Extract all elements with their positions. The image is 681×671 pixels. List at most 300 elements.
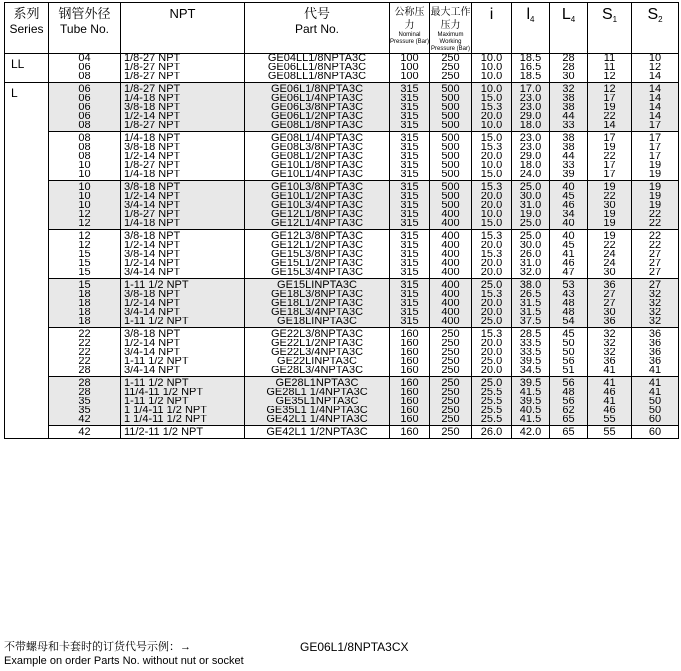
nominal-pressure-cell: 315 [390, 241, 430, 250]
npt-size-cell: 1-11 1/2 NPT [121, 357, 245, 366]
s2-value-cell: 41 [632, 366, 679, 377]
s2-value-cell: 19 [632, 161, 679, 170]
i-value-cell: 20.0 [472, 308, 512, 317]
tube-no-cell: 18 [49, 299, 121, 308]
s1-value-cell: 41 [588, 377, 632, 389]
table-row [5, 279, 679, 291]
s2-value-cell: 12 [632, 63, 679, 72]
L4-value-cell: 32 [550, 83, 588, 95]
tube-no-cell: 08 [49, 132, 121, 144]
header-L4 [550, 3, 588, 54]
L4-value-cell: 30 [550, 72, 588, 83]
npt-size-cell: 3/4-14 NPT [121, 268, 245, 279]
npt-size-cell: 3/8-14 NPT [121, 250, 245, 259]
L4-value-cell: 33 [550, 121, 588, 132]
i-value-cell: 15.3 [472, 328, 512, 340]
max-pressure-cell: 250 [430, 54, 472, 64]
L4-value-cell: 33 [550, 161, 588, 170]
i-value-cell: 20.0 [472, 192, 512, 201]
part-no-cell: GE22LINPTA3C [245, 357, 390, 366]
s2-value-cell: 60 [632, 415, 679, 426]
l4-value-cell: 38.0 [512, 279, 550, 291]
table-row [5, 290, 679, 299]
s1-value-cell: 41 [588, 397, 632, 406]
part-no-cell: GE10L1/2NPTA3C [245, 192, 390, 201]
L4-value-cell: 38 [550, 94, 588, 103]
npt-size-cell: 3/4-14 NPT [121, 348, 245, 357]
i-value-cell: 15.0 [472, 219, 512, 230]
s1-value-cell: 36 [588, 279, 632, 291]
i-value-cell: 20.0 [472, 201, 512, 210]
tube-no-cell: 15 [49, 268, 121, 279]
l4-value-cell: 25.0 [512, 181, 550, 193]
npt-size-cell: 1/2-14 NPT [121, 112, 245, 121]
l4-value-cell: 24.0 [512, 170, 550, 181]
header-nom-en2: Pressure (Bar) [390, 39, 430, 45]
nominal-pressure-cell: 160 [390, 406, 430, 415]
part-no-cell: GE12L1/8NPTA3C [245, 210, 390, 219]
tube-no-cell: 04 [49, 54, 121, 64]
s1-value-cell: 27 [588, 290, 632, 299]
table-row [5, 103, 679, 112]
order-example-cn: 不带螺母和卡套时的订货代号示例：→ [4, 641, 191, 653]
i-value-cell: 20.0 [472, 339, 512, 348]
table-row [5, 328, 679, 340]
s1-value-cell: 46 [588, 406, 632, 415]
header-l4 [512, 3, 550, 54]
nominal-pressure-cell: 160 [390, 328, 430, 340]
part-no-cell: GE08L1/8NPTA3C [245, 121, 390, 132]
table-row [5, 94, 679, 103]
i-value-cell: 15.0 [472, 132, 512, 144]
table-row [5, 230, 679, 242]
L4-value-cell: 40 [550, 230, 588, 242]
i-value-cell: 25.0 [472, 317, 512, 328]
s2-value-cell: 60 [632, 426, 679, 439]
s2-value-cell: 19 [632, 181, 679, 193]
header-row [5, 3, 679, 54]
part-no-cell: GE18L1/2NPTA3C [245, 299, 390, 308]
max-pressure-cell: 500 [430, 181, 472, 193]
l4-value-cell: 17.0 [512, 83, 550, 95]
part-no-cell: GE08L1/4NPTA3C [245, 132, 390, 144]
max-pressure-cell: 250 [430, 377, 472, 389]
part-no-cell: GE15LINPTA3C [245, 279, 390, 291]
i-value-cell: 20.0 [472, 259, 512, 268]
nominal-pressure-cell: 315 [390, 152, 430, 161]
header-l4-label: l [526, 6, 531, 23]
max-pressure-cell: 500 [430, 161, 472, 170]
nominal-pressure-cell: 160 [390, 339, 430, 348]
part-no-cell: GE22L3/4NPTA3C [245, 348, 390, 357]
npt-size-cell: 1/8-27 NPT [121, 83, 245, 95]
part-no-cell: GE28L3/4NPTA3C [245, 366, 390, 377]
max-pressure-cell: 500 [430, 201, 472, 210]
i-value-cell: 10.0 [472, 72, 512, 83]
npt-size-cell: 1/8-27 NPT [121, 72, 245, 83]
L4-value-cell: 56 [550, 357, 588, 366]
table-row [5, 377, 679, 389]
l4-value-cell: 31.0 [512, 259, 550, 268]
L4-value-cell: 48 [550, 388, 588, 397]
part-no-cell: GE08L3/8NPTA3C [245, 143, 390, 152]
tube-no-cell: 35 [49, 406, 121, 415]
tube-no-cell: 22 [49, 339, 121, 348]
l4-value-cell: 37.5 [512, 317, 550, 328]
L4-value-cell: 40 [550, 219, 588, 230]
s2-value-cell: 27 [632, 250, 679, 259]
l4-value-cell: 41.5 [512, 415, 550, 426]
max-pressure-cell: 500 [430, 121, 472, 132]
table-row [5, 201, 679, 210]
max-pressure-cell: 400 [430, 259, 472, 268]
nominal-pressure-cell: 315 [390, 250, 430, 259]
i-value-cell: 25.5 [472, 388, 512, 397]
nominal-pressure-cell: 160 [390, 415, 430, 426]
table-row [5, 406, 679, 415]
tube-no-cell: 35 [49, 397, 121, 406]
l4-value-cell: 41.5 [512, 388, 550, 397]
L4-value-cell: 45 [550, 241, 588, 250]
npt-size-cell: 11/2-11 1/2 NPT [121, 426, 245, 439]
max-pressure-cell: 250 [430, 426, 472, 439]
max-pressure-cell: 400 [430, 241, 472, 250]
npt-size-cell: 1/2-14 NPT [121, 192, 245, 201]
part-no-cell: GE22L1/2NPTA3C [245, 339, 390, 348]
nominal-pressure-cell: 315 [390, 259, 430, 268]
i-value-cell: 10.0 [472, 161, 512, 170]
nominal-pressure-cell: 315 [390, 219, 430, 230]
L4-value-cell: 38 [550, 143, 588, 152]
s2-value-cell: 14 [632, 94, 679, 103]
L4-value-cell: 46 [550, 201, 588, 210]
s1-value-cell: 22 [588, 112, 632, 121]
s2-value-cell: 14 [632, 72, 679, 83]
table-row [5, 210, 679, 219]
nominal-pressure-cell: 315 [390, 299, 430, 308]
header-L4-sub: 4 [570, 15, 576, 24]
i-value-cell: 20.0 [472, 366, 512, 377]
max-pressure-cell: 400 [430, 250, 472, 259]
tube-no-cell: 08 [49, 152, 121, 161]
max-pressure-cell: 400 [430, 317, 472, 328]
table-row [5, 83, 679, 95]
npt-size-cell: 3/8-18 NPT [121, 181, 245, 193]
npt-size-cell: 3/4-14 NPT [121, 201, 245, 210]
L4-value-cell: 56 [550, 377, 588, 389]
nominal-pressure-cell: 315 [390, 83, 430, 95]
npt-size-cell: 3/8-18 NPT [121, 103, 245, 112]
table-row [5, 388, 679, 397]
max-pressure-cell: 250 [430, 63, 472, 72]
L4-value-cell: 48 [550, 299, 588, 308]
header-series-cn: 系列 [13, 6, 40, 21]
L4-value-cell: 38 [550, 103, 588, 112]
s2-value-cell: 27 [632, 259, 679, 268]
max-pressure-cell: 400 [430, 290, 472, 299]
nominal-pressure-cell: 315 [390, 143, 430, 152]
table-row [5, 299, 679, 308]
series-cell: L [5, 83, 49, 439]
L4-value-cell: 54 [550, 317, 588, 328]
part-no-cell: GE06L1/2NPTA3C [245, 112, 390, 121]
nominal-pressure-cell: 315 [390, 181, 430, 193]
max-pressure-cell: 250 [430, 406, 472, 415]
table-row [5, 63, 679, 72]
i-value-cell: 10.0 [472, 54, 512, 64]
L4-value-cell: 48 [550, 308, 588, 317]
tube-no-cell: 10 [49, 170, 121, 181]
l4-value-cell: 39.5 [512, 357, 550, 366]
L4-value-cell: 43 [550, 290, 588, 299]
L4-value-cell: 41 [550, 250, 588, 259]
nominal-pressure-cell: 315 [390, 201, 430, 210]
tube-no-cell: 15 [49, 279, 121, 291]
s2-value-cell: 36 [632, 339, 679, 348]
i-value-cell: 25.5 [472, 397, 512, 406]
s1-value-cell: 36 [588, 317, 632, 328]
part-no-cell: GE35L1NPTA3C [245, 397, 390, 406]
npt-size-cell: 1/2-14 NPT [121, 299, 245, 308]
table-row [5, 357, 679, 366]
tube-no-cell: 18 [49, 308, 121, 317]
tube-no-cell: 42 [49, 415, 121, 426]
max-pressure-cell: 400 [430, 268, 472, 279]
table-row [5, 112, 679, 121]
table-body [5, 54, 679, 439]
L4-value-cell: 38 [550, 132, 588, 144]
order-example-note [4, 640, 674, 668]
s1-value-cell: 30 [588, 201, 632, 210]
header-L4-label: L [561, 6, 571, 23]
npt-size-cell: 1/8-27 NPT [121, 161, 245, 170]
nominal-pressure-cell: 315 [390, 317, 430, 328]
s1-value-cell: 14 [588, 121, 632, 132]
i-value-cell: 15.0 [472, 94, 512, 103]
npt-size-cell: 3/4-14 NPT [121, 366, 245, 377]
s1-value-cell: 19 [588, 103, 632, 112]
part-no-cell: GE18L3/8NPTA3C [245, 290, 390, 299]
header-s1-label: S [601, 6, 613, 23]
s2-value-cell: 17 [632, 121, 679, 132]
tube-no-cell: 28 [49, 377, 121, 389]
part-no-cell: GE15L3/8NPTA3C [245, 250, 390, 259]
header-part-en: Part No. [294, 22, 339, 36]
table-row [5, 121, 679, 132]
L4-value-cell: 45 [550, 192, 588, 201]
npt-size-cell: 1/4-18 NPT [121, 132, 245, 144]
i-value-cell: 10.0 [472, 121, 512, 132]
table-row [5, 317, 679, 328]
tube-no-cell: 22 [49, 348, 121, 357]
L4-value-cell: 45 [550, 328, 588, 340]
L4-value-cell: 50 [550, 339, 588, 348]
max-pressure-cell: 250 [430, 357, 472, 366]
l4-value-cell: 31.5 [512, 308, 550, 317]
npt-size-cell: 3/8-18 NPT [121, 290, 245, 299]
l4-value-cell: 25.0 [512, 230, 550, 242]
nominal-pressure-cell: 315 [390, 210, 430, 219]
header-i [472, 3, 512, 54]
nominal-pressure-cell: 315 [390, 192, 430, 201]
nominal-pressure-cell: 315 [390, 112, 430, 121]
s1-value-cell: 36 [588, 357, 632, 366]
header-i-label: i [489, 6, 494, 23]
tube-no-cell: 10 [49, 192, 121, 201]
header-max-en1: Maximum Working [437, 32, 464, 45]
max-pressure-cell: 500 [430, 83, 472, 95]
header-npt-label: NPT [169, 6, 196, 21]
npt-size-cell: 1/4-18 NPT [121, 170, 245, 181]
table-row [5, 241, 679, 250]
table-row [5, 366, 679, 377]
series-cell: LL [5, 54, 49, 83]
max-pressure-cell: 250 [430, 388, 472, 397]
i-value-cell: 26.0 [472, 426, 512, 439]
table-row [5, 426, 679, 439]
table-row [5, 250, 679, 259]
s2-value-cell: 36 [632, 328, 679, 340]
header-nom-en1: Nominal [398, 32, 421, 38]
L4-value-cell: 65 [550, 415, 588, 426]
table-row [5, 348, 679, 357]
l4-value-cell: 29.0 [512, 152, 550, 161]
npt-size-cell: 1/4-18 NPT [121, 219, 245, 230]
i-value-cell: 10.0 [472, 83, 512, 95]
part-no-cell: GE12L1/4NPTA3C [245, 219, 390, 230]
npt-size-cell: 1/4-18 NPT [121, 94, 245, 103]
i-value-cell: 15.0 [472, 170, 512, 181]
tube-no-cell: 06 [49, 83, 121, 95]
max-pressure-cell: 500 [430, 132, 472, 144]
header-part [245, 3, 390, 54]
i-value-cell: 25.0 [472, 279, 512, 291]
nominal-pressure-cell: 100 [390, 63, 430, 72]
npt-size-cell: 1 1/4-11 1/2 NPT [121, 406, 245, 415]
L4-value-cell: 51 [550, 366, 588, 377]
header-part-cn: 代号 [303, 6, 330, 21]
part-no-cell: GE06L3/8NPTA3C [245, 103, 390, 112]
i-value-cell: 15.3 [472, 143, 512, 152]
s1-value-cell: 19 [588, 210, 632, 219]
nominal-pressure-cell: 160 [390, 357, 430, 366]
l4-value-cell: 23.0 [512, 132, 550, 144]
s2-value-cell: 17 [632, 152, 679, 161]
s2-value-cell: 22 [632, 241, 679, 250]
s2-value-cell: 41 [632, 377, 679, 389]
npt-size-cell: 1/8-27 NPT [121, 210, 245, 219]
npt-size-cell: 3/8-18 NPT [121, 328, 245, 340]
l4-value-cell: 25.0 [512, 219, 550, 230]
header-npt [121, 3, 245, 54]
s2-value-cell: 10 [632, 54, 679, 64]
npt-size-cell: 3/8-18 NPT [121, 230, 245, 242]
L4-value-cell: 56 [550, 397, 588, 406]
s2-value-cell: 17 [632, 143, 679, 152]
table-row [5, 397, 679, 406]
nominal-pressure-cell: 160 [390, 397, 430, 406]
table-row [5, 308, 679, 317]
i-value-cell: 25.5 [472, 415, 512, 426]
s1-value-cell: 32 [588, 339, 632, 348]
L4-value-cell: 39 [550, 170, 588, 181]
s2-value-cell: 22 [632, 210, 679, 219]
nominal-pressure-cell: 160 [390, 388, 430, 397]
table-row [5, 152, 679, 161]
i-value-cell: 25.0 [472, 377, 512, 389]
s1-value-cell: 22 [588, 241, 632, 250]
l4-value-cell: 40.5 [512, 406, 550, 415]
part-no-cell: GE18L3/4NPTA3C [245, 308, 390, 317]
max-pressure-cell: 400 [430, 279, 472, 291]
l4-value-cell: 18.0 [512, 121, 550, 132]
tube-no-cell: 12 [49, 219, 121, 230]
s2-value-cell: 14 [632, 83, 679, 95]
part-no-cell: GE28L1 1/4NPTA3C [245, 388, 390, 397]
tube-no-cell: 08 [49, 121, 121, 132]
L4-value-cell: 47 [550, 268, 588, 279]
part-no-cell: GE06LL1/8NPTA3C [245, 63, 390, 72]
s1-value-cell: 30 [588, 308, 632, 317]
i-value-cell: 15.3 [472, 230, 512, 242]
header-series [5, 3, 49, 54]
max-pressure-cell: 500 [430, 170, 472, 181]
i-value-cell: 20.0 [472, 241, 512, 250]
tube-no-cell: 18 [49, 317, 121, 328]
s2-value-cell: 19 [632, 170, 679, 181]
s2-value-cell: 32 [632, 299, 679, 308]
max-pressure-cell: 250 [430, 415, 472, 426]
npt-size-cell: 11/4-11 1/2 NPT [121, 388, 245, 397]
part-no-cell: GE08L1/2NPTA3C [245, 152, 390, 161]
tube-no-cell: 06 [49, 94, 121, 103]
i-value-cell: 25.5 [472, 406, 512, 415]
s1-value-cell: 46 [588, 388, 632, 397]
tube-no-cell: 15 [49, 259, 121, 268]
i-value-cell: 20.0 [472, 112, 512, 121]
table-row [5, 268, 679, 279]
npt-size-cell: 1 1/4-11 1/2 NPT [121, 415, 245, 426]
l4-value-cell: 31.0 [512, 201, 550, 210]
header-s2-sub: 2 [658, 15, 663, 24]
L4-value-cell: 50 [550, 348, 588, 357]
tube-no-cell: 12 [49, 210, 121, 219]
tube-no-cell: 10 [49, 201, 121, 210]
l4-value-cell: 28.5 [512, 328, 550, 340]
part-no-cell: GE12L3/8NPTA3C [245, 230, 390, 242]
s2-value-cell: 22 [632, 219, 679, 230]
part-no-cell: GE28L1NPTA3C [245, 377, 390, 389]
max-pressure-cell: 500 [430, 192, 472, 201]
header-tube [49, 3, 121, 54]
header-s1 [588, 3, 632, 54]
max-pressure-cell: 500 [430, 112, 472, 121]
fitting-spec-table [4, 2, 679, 439]
part-no-cell: GE10L1/8NPTA3C [245, 161, 390, 170]
l4-value-cell: 42.0 [512, 426, 550, 439]
s1-value-cell: 19 [588, 181, 632, 193]
i-value-cell: 20.0 [472, 348, 512, 357]
max-pressure-cell: 400 [430, 308, 472, 317]
s1-value-cell: 55 [588, 426, 632, 439]
l4-value-cell: 34.5 [512, 366, 550, 377]
nominal-pressure-cell: 315 [390, 268, 430, 279]
tube-no-cell: 08 [49, 143, 121, 152]
s2-value-cell: 14 [632, 103, 679, 112]
s1-value-cell: 24 [588, 250, 632, 259]
s1-value-cell: 27 [588, 299, 632, 308]
l4-value-cell: 30.0 [512, 241, 550, 250]
